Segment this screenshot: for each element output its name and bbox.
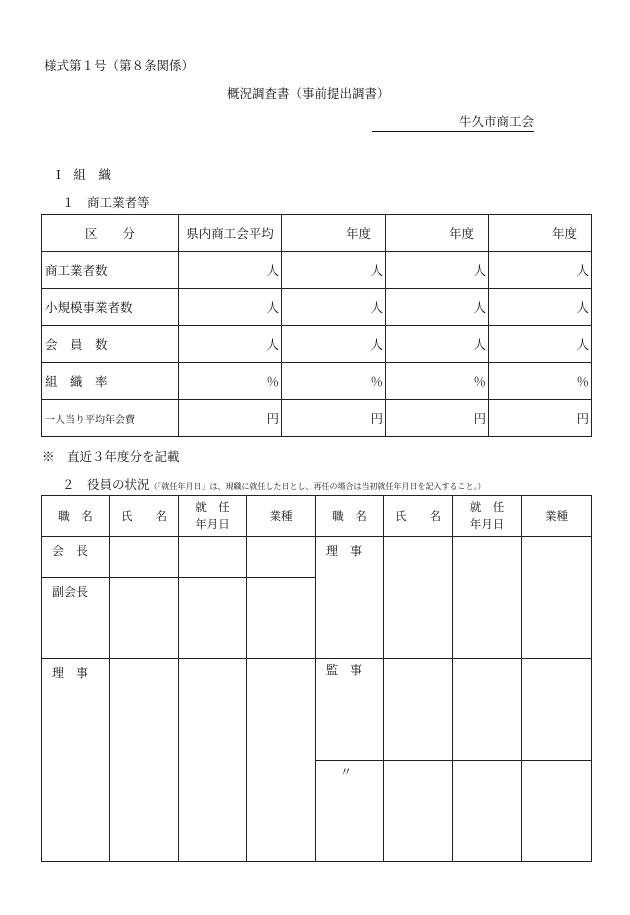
unit-cell[interactable]: 人 xyxy=(282,289,386,326)
unit-cell[interactable]: 人 xyxy=(489,326,592,363)
unit-cell[interactable]: 人 xyxy=(179,326,282,363)
header-appointed-line2: 年月日 xyxy=(469,517,505,531)
row-label: 小規模事業者数 xyxy=(42,289,179,326)
header-appointed-line2: 年月日 xyxy=(195,517,230,531)
table-row xyxy=(42,252,592,289)
unit-cell[interactable]: ％ xyxy=(282,363,386,400)
name-cell[interactable] xyxy=(384,760,453,862)
officers-header-row xyxy=(42,496,592,537)
role-label: 理 事 xyxy=(52,666,89,680)
role-label: 副会長 xyxy=(52,585,89,599)
role-chairman xyxy=(42,537,110,578)
table-header-row xyxy=(42,215,592,252)
header-industry: 業種 xyxy=(247,496,316,537)
table-row xyxy=(42,537,592,578)
role-label: 監 事 xyxy=(326,663,363,677)
unit-cell[interactable]: ％ xyxy=(386,363,489,400)
role-label: 〃 xyxy=(340,764,353,779)
header-year-1: 年度 xyxy=(282,215,386,252)
header-position: 職 名 xyxy=(316,496,384,537)
note-three-years: ※ 直近３年度分を記載 xyxy=(42,449,180,464)
unit-cell[interactable]: 人 xyxy=(282,252,386,289)
row-label: 一人当り平均年会費 xyxy=(42,400,179,437)
header-appointed xyxy=(453,496,522,537)
industry-cell[interactable] xyxy=(247,659,316,862)
organization-name: 牛久市商工会 xyxy=(372,112,534,132)
role-vice-chairman xyxy=(42,578,110,659)
unit-cell[interactable]: 人 xyxy=(282,326,386,363)
section-heading-organization: Ⅰ 組 織 xyxy=(56,167,111,182)
industry-cell[interactable] xyxy=(522,760,592,862)
industry-cell[interactable] xyxy=(247,537,316,578)
unit-cell[interactable]: 人 xyxy=(179,289,282,326)
name-cell[interactable] xyxy=(384,659,453,761)
header-appointed-line1: 就 任 xyxy=(469,500,505,514)
officers-heading-text: ２ 役員の状況 xyxy=(62,477,150,492)
row-label: 組 織 率 xyxy=(42,363,179,400)
unit-cell[interactable]: 人 xyxy=(386,252,489,289)
header-year-2: 年度 xyxy=(386,215,489,252)
name-cell[interactable] xyxy=(110,578,179,659)
officers-heading-note: （「就任年月日」は、現職に就任した日とし、再任の場合は当初就任年月日を記入すること。） xyxy=(149,482,486,491)
row-label: 商工業者数 xyxy=(42,252,179,289)
date-cell[interactable] xyxy=(179,578,247,659)
header-position: 職 名 xyxy=(42,496,110,537)
role-label: 理 事 xyxy=(326,544,363,558)
unit-cell[interactable]: 人 xyxy=(386,289,489,326)
subsection-heading-officers xyxy=(62,475,486,493)
date-cell[interactable] xyxy=(453,537,522,659)
header-name: 氏 名 xyxy=(384,496,453,537)
industry-cell[interactable] xyxy=(522,537,592,659)
officers-table xyxy=(41,495,592,862)
unit-cell[interactable]: 人 xyxy=(386,326,489,363)
unit-cell[interactable]: 円 xyxy=(386,400,489,437)
header-appointed-line1: 就 任 xyxy=(195,500,230,514)
role-director-left xyxy=(42,659,110,862)
industry-cell[interactable] xyxy=(522,659,592,761)
businesses-table xyxy=(41,214,592,437)
unit-cell[interactable]: 人 xyxy=(489,252,592,289)
unit-cell[interactable]: ％ xyxy=(179,363,282,400)
unit-cell[interactable]: 円 xyxy=(282,400,386,437)
subsection-heading-businesses: １ 商工業者等 xyxy=(62,195,150,210)
row-label: 会 員 数 xyxy=(42,326,179,363)
table-row xyxy=(42,400,592,437)
unit-cell[interactable]: 人 xyxy=(489,289,592,326)
unit-cell[interactable]: 円 xyxy=(489,400,592,437)
form-number: 様式第１号（第８条関係） xyxy=(44,58,195,73)
role-director-right xyxy=(316,537,384,659)
unit-cell[interactable]: 人 xyxy=(179,252,282,289)
role-auditor-ditto xyxy=(316,760,384,862)
role-auditor xyxy=(316,659,384,761)
name-cell[interactable] xyxy=(110,537,179,578)
unit-cell[interactable]: ％ xyxy=(489,363,592,400)
role-label: 会 長 xyxy=(52,544,89,558)
header-category: 区 分 xyxy=(42,215,179,252)
header-year-3: 年度 xyxy=(489,215,592,252)
header-industry: 業種 xyxy=(522,496,592,537)
document-title: 概況調査書（事前提出調書） xyxy=(227,86,390,101)
header-appointed xyxy=(179,496,247,537)
header-name: 氏 名 xyxy=(110,496,179,537)
date-cell[interactable] xyxy=(453,659,522,761)
header-prefecture-average: 県内商工会平均 xyxy=(179,215,282,252)
date-cell[interactable] xyxy=(179,659,247,862)
unit-cell[interactable]: 円 xyxy=(179,400,282,437)
name-cell[interactable] xyxy=(110,659,179,862)
name-cell[interactable] xyxy=(384,537,453,659)
date-cell[interactable] xyxy=(453,760,522,862)
industry-cell[interactable] xyxy=(247,578,316,659)
table-row xyxy=(42,289,592,326)
table-row xyxy=(42,363,592,400)
table-row xyxy=(42,326,592,363)
date-cell[interactable] xyxy=(179,537,247,578)
